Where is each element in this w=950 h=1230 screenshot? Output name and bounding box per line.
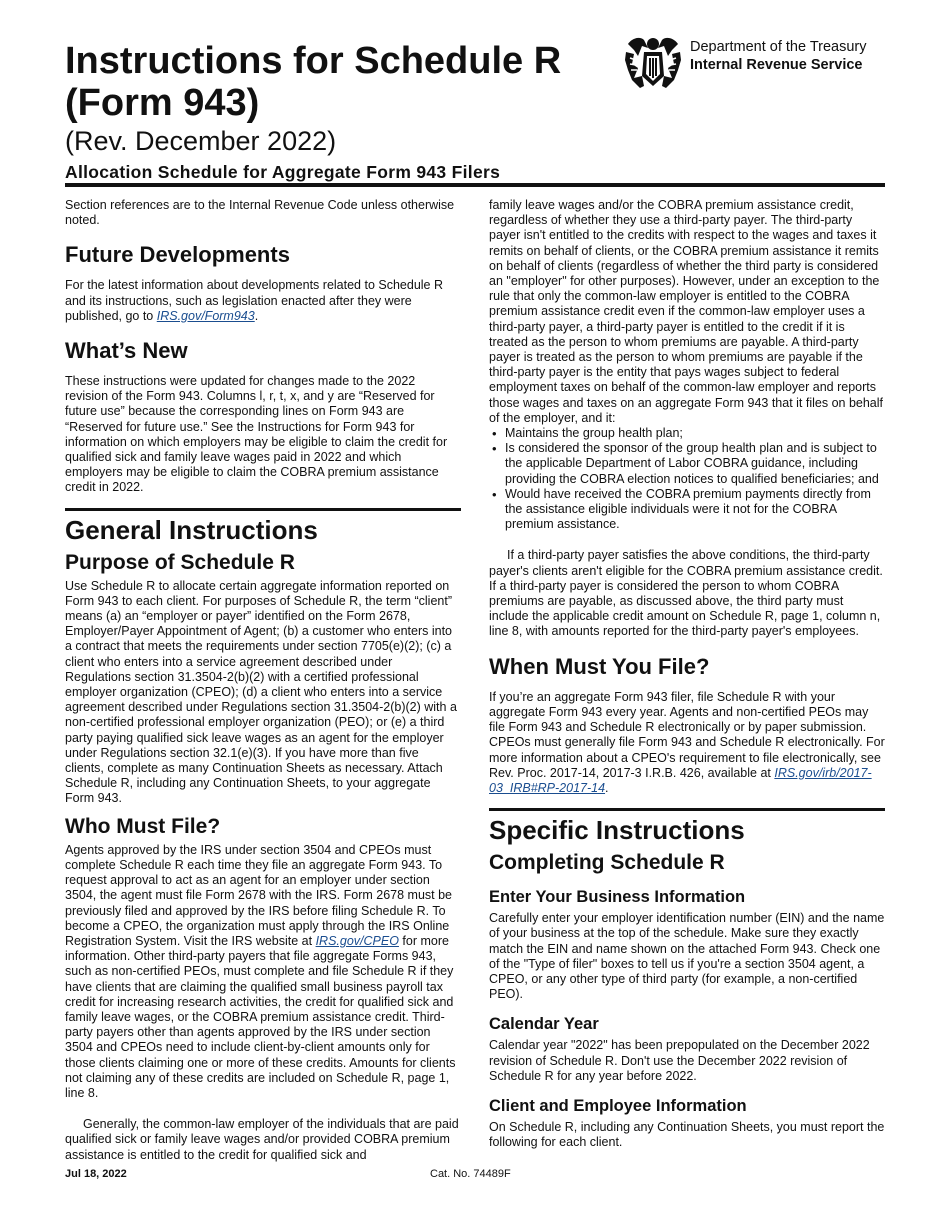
conditions-list xyxy=(489,426,885,532)
future-developments-text: For the latest information about developments related to Schedule R and its instructions, such as legislation enacted after they were published, go to IRS.gov/Form943. xyxy=(65,278,443,323)
when-must-you-file-heading: When Must You File? xyxy=(489,653,710,679)
client-employee-text: On Schedule R, including any Continuation Sheets, you must report the following for each client. xyxy=(489,1119,885,1150)
footer-cat-number: Cat. No. 74489F xyxy=(430,1168,511,1180)
general-instructions-heading: General Instructions xyxy=(65,508,461,545)
department-name: Department of the Treasury xyxy=(690,39,867,55)
whats-new-text: These instructions were updated for changes made to the 2022 revision of the Form 943. Columns l, r, t, x, and y are “Reserved for future use” because the corresponding lines on Form 943 are “Reserved for future use.” See the Instructions for Form 943 for information on which employers may be eligible to claim the credit for qualified sick and family leave wages paid in 2022 and which employers may be eligible to claim the COBRA premium assistance credit in 2022. xyxy=(65,374,448,495)
calendar-year-text: Calendar year "2022" has been prepopulated on the December 2022 revision of Schedule R. Don't use the December 2022 revision of Schedule R for any year before 2022. xyxy=(489,1038,870,1083)
future-developments-heading: Future Developments xyxy=(65,242,290,268)
client-employee-heading: Client and Employee Information xyxy=(489,1096,747,1115)
completing-schedule-heading: Completing Schedule R xyxy=(489,851,725,875)
irb-link[interactable]: IRS.gov/irb/2017-03_IRB#RP-2017-14 xyxy=(489,765,872,795)
irs-name: Internal Revenue Service xyxy=(690,57,863,73)
irs-eagle-logo-icon xyxy=(622,34,684,90)
business-info-heading: Enter Your Business Information xyxy=(489,888,746,907)
irs-form943-link[interactable]: IRS.gov/Form943 xyxy=(156,308,255,323)
generally-text: Generally, the common-law employer of the individuals that are paid qualified sick or family leave wages and/or provided COBRA premium assistance is entitled to the credit for qualified sick and xyxy=(65,1117,459,1162)
list-item: • Would have received the COBRA premium payments directly from the assistance eligible individuals were it not for the COBRA premium assistance. xyxy=(489,487,885,533)
purpose-heading: Purpose of Schedule R xyxy=(65,550,295,574)
business-info-text: Carefully enter your employer identification number (EIN) and the name of your business at the top of the schedule. Make sure they exactly match the EIN and name shown on the attached Form 943. Check one of the "Type of filer" boxes to tell us if you're a section 3504 agent, a CPEO, or any other type of third party (for example, a non-certified PEO). xyxy=(489,911,885,1002)
agency-block xyxy=(690,38,867,74)
footer-date: Jul 18, 2022 xyxy=(65,1168,127,1180)
header-rule xyxy=(65,183,885,187)
specific-instructions-heading: Specific Instructions xyxy=(489,808,885,845)
list-item: • Maintains the group health plan; xyxy=(489,426,885,441)
document-title: Instructions for Schedule R (Form 943) xyxy=(65,40,562,124)
third-party-text: If a third-party payer satisfies the above conditions, the third-party payer's clients aren't eligible for the COBRA premium assistance credit. If a third-party payer is considered the person to whom COBRA premiums are payable, as discussed above, the third party must include the applicable credit amount on Schedule R, page 1, column n, line 8, with amounts reported for the third-party payer's employees. xyxy=(489,548,883,639)
revision-date: (Rev. December 2022) xyxy=(65,126,337,156)
when-must-you-file-text: If you’re an aggregate Form 943 filer, file Schedule R with your aggregate Form 943 every year. Agents and non-certified PEOs may file Form 943 and Schedule R electronically or by paper submission. CPEOs must generally file Form 943 and Schedule R electronically. For more information about a CPEO's requirement to file electronically, see Rev. Proc. 2017-14, 2017-3 I.R.B. 426, available at IRS.gov/irb/2017-03_IRB#RP-2017-14. xyxy=(489,689,885,795)
right-column xyxy=(489,198,885,1150)
purpose-text: Use Schedule R to allocate certain aggregate information reported on Form 943 to each client. For purposes of Schedule R, the term “client” means (a) an “employer or payer” identified on the Form 2678, Employer/Payer Appointment of Agent; (b) a customer who enters into a contract that meets the requirements under section 7705(e)(2); (c) a client who enters into a service agreement described under Regulations section 31.3504-2(b)(2) with a certified professional employer organization (CPEO); (d) a client who enters into a service agreement described under Regulations section 31.3504-2(b)(2) with a non-certified professional employer organization (PEO); or (e) a third party paying qualified sick leave wages as an agent for the employer under Regulations section 32.1(e)(3). If you have more than five clients, complete as many Continuation Sheets as necessary. Attach Schedule R, including any Continuation Sheets, to your aggregate Form 943. xyxy=(65,578,457,806)
who-must-file-text: Agents approved by the IRS under section 3504 and CPEOs must complete Schedule R each time they file an aggregate Form 943. To request approval to act as an agent for an employer under section 3504, the agent must file Form 2678 with the IRS. Form 2678 must be previously filed and approved by the IRS before filing Schedule R. To become a CPEO, the organization must apply through the IRS Online Registration System. Visit the IRS website at IRS.gov/CPEO for more information. Other third-party payers that file aggregate Forms 943, such as non-certified PEOs, must complete and file Schedule R if they have clients that are claiming the qualified small business payroll tax credit for increasing research activities, the credit for qualified sick and family leave wages, or the COBRA premium assistance credit. Third-party payers other than agents approved by the IRS under section 3504 and CPEOs need to include client-by-client amounts only for those clients claiming one or more of these credits. Amounts for clients not claiming any of these credits are included on Schedule R, page 1, line 8. xyxy=(65,842,456,1100)
list-item: • Is considered the sponsor of the group health plan and is subject to the applicable Department of Labor COBRA guidance, including providing the COBRA election notices to qualified beneficiaries; and xyxy=(489,441,885,487)
intro-text: Section references are to the Internal Revenue Code unless otherwise noted. xyxy=(65,198,455,228)
left-column xyxy=(65,198,461,1163)
whats-new-heading: What’s New xyxy=(65,338,188,364)
irs-cpeo-link[interactable]: IRS.gov/CPEO xyxy=(315,933,399,948)
continued-text: family leave wages and/or the COBRA premium assistance credit, regardless of whether they use a third-party payer. The third-party payer isn't entitled to the credits with respect to the wages and taxes it remits on behalf of clients, or the COBRA premium assistance it remits on behalf of clients (regardless of whether the third party is considered an "employer" for other purposes). However, under an exception to the rule that only the common-law employer is entitled to the COBRA premium assistance credit even if the common-law employer uses a third-party payer, a third-party payer is entitled to the credit if it is treated as the person to whom premiums are payable. A third-party payer is treated as the person to whom premiums are payable if the third-party payer is the entity that pays wages subject to federal employment taxes on behalf of the common-law employer and reports those wages and taxes on an aggregate Form 943 that it files on behalf of the employer, and it: xyxy=(489,198,884,425)
calendar-year-heading: Calendar Year xyxy=(489,1015,599,1034)
document-subtitle: Allocation Schedule for Aggregate Form 943 Filers xyxy=(65,162,501,182)
who-must-file-heading: Who Must File? xyxy=(65,814,221,838)
